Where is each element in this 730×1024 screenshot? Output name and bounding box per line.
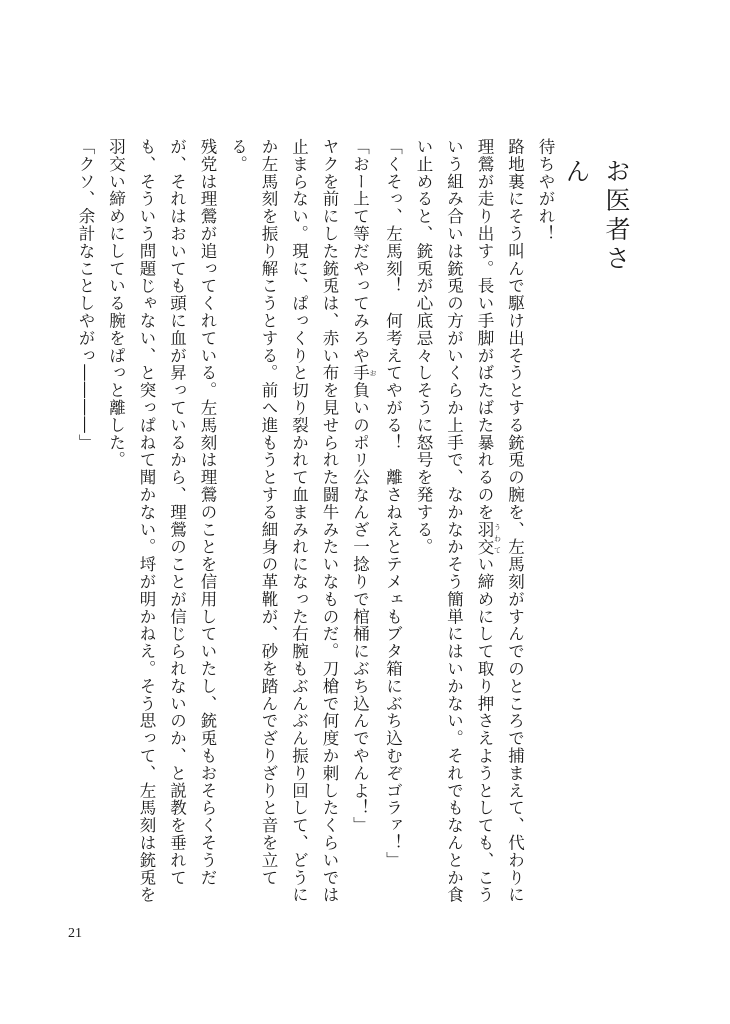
furigana-reading: うわて xyxy=(493,520,502,556)
furigana-reading: お xyxy=(369,364,377,382)
paragraph: 「おー上て等だやってみろや手 お負いのポリ公なんざ一捻りで棺桶にぶち込んでやんよ！」 xyxy=(350,138,377,835)
paragraph: 路地裏にそう叫んで駆け出そうとする銃兎の腕を、左馬刻がすんでのところで捕まえて、代わりに理鶯が走り出す。長い手脚がばたばた暴れるのを羽交 うわてい締めにして取り押さえようとしても、こういう組み合いは銃兎の方がいくらか上手で、なかなかそう簡単にはいかない。それでもなんとか食い止めると、銃兎が心底忌々しそうに怒号を発する。 xyxy=(414,138,525,904)
paragraph: 「クソ、余計なことしやがっ――――」 xyxy=(76,138,95,452)
paragraph: 待ちやがれ！ xyxy=(536,138,555,243)
chapter-title: お医者さん xyxy=(562,158,631,274)
paragraph: 「くそっ、左馬刻！ 何考えてやがる！ 離さねえとテメェもブタ箱にぶち込むぞゴラァ！」 xyxy=(383,138,403,869)
paragraph: 残党は理鶯が追ってくれている。左馬刻は理鶯のことを信用していたし、銃兎もおそらくそうだが、それはおいても頭に血が昇っているから、理鶯のことが信じられないのか、と説教を垂れても、そういう問題じゃない、と突っぱねて聞かない。埒が明かねえ。そう思って、左馬刻は銃兎を羽交い締めにしている腕をぱっと離した。 xyxy=(106,138,217,904)
paragraph: ヤクを前にした銃兎は、赤い布を見せられた闘牛みたいなものだ。刀槍で何度か刺したくらいでは止まらない。現に、ぱっくりと切り裂かれて血まみれになった右腕もぶんぶん振り回して、どうにか左馬刻を振り解こうとする。前へ進もうとする細身の革靴が、砂を踏んでざりざりと音を立てる。 xyxy=(228,138,339,904)
furigana-ruby: 羽交 うわて xyxy=(475,520,502,556)
page-number: 21 xyxy=(68,926,82,941)
furigana-ruby: 手 お xyxy=(350,364,377,382)
body-text xyxy=(60,138,560,918)
